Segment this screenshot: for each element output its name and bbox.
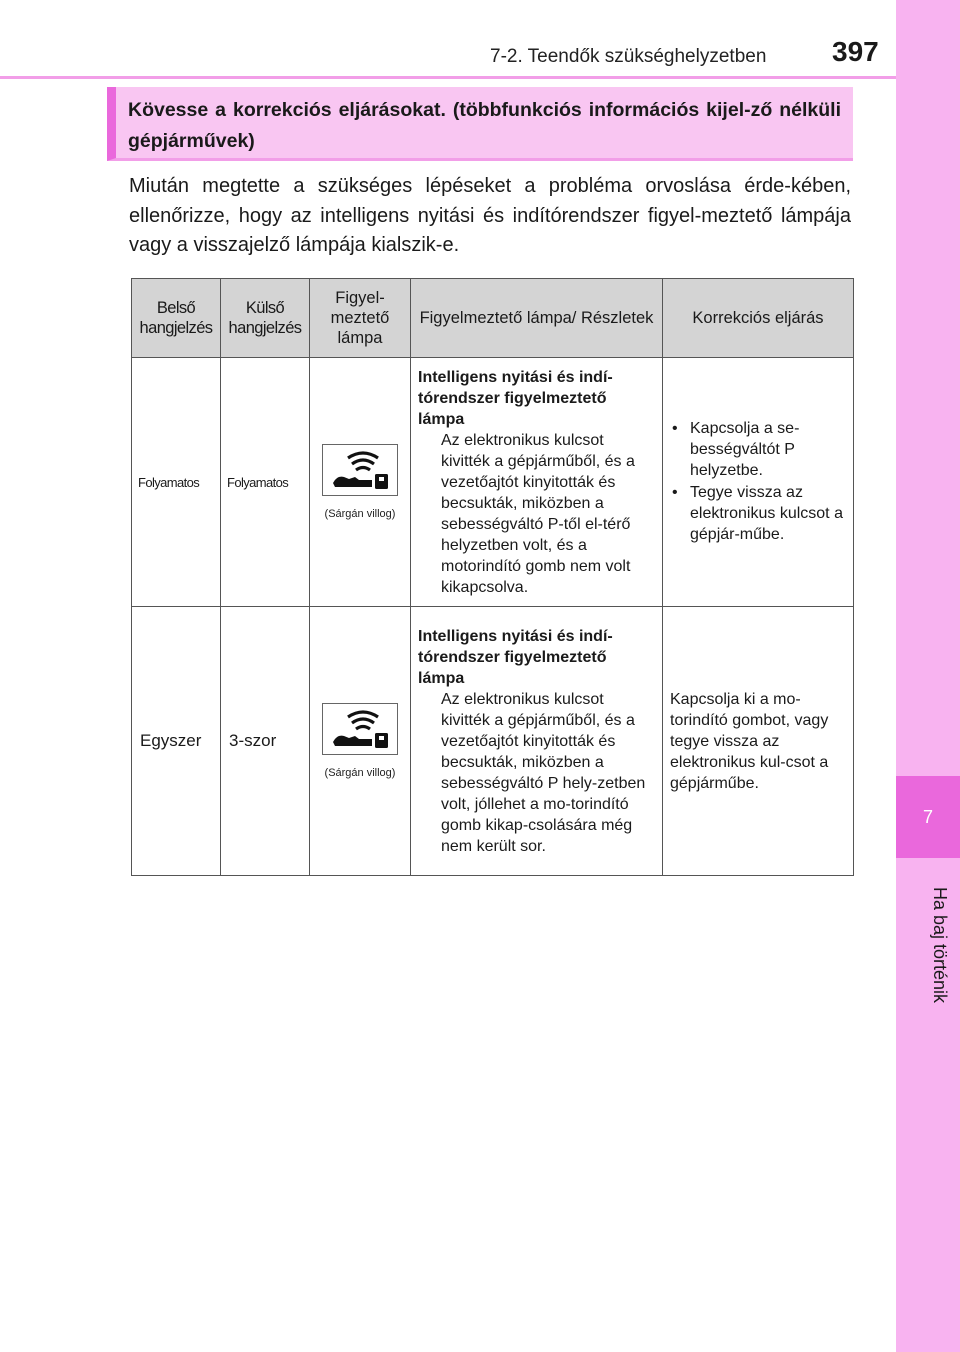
header-rule: [0, 76, 896, 79]
internal-buzzer-cell: Folyamatos: [132, 358, 221, 607]
procedure-heading: Kövesse a korrekciós eljárásokat. (többfunkciós információs kijel-ző nélküli gépjárművek): [107, 87, 853, 161]
procedure-cell: [663, 358, 854, 607]
lamp-caption: (Sárgán villog): [324, 508, 396, 520]
section-title: 7-2. Teendők szükséghelyzetben: [490, 46, 767, 67]
page-number: 397: [832, 36, 879, 67]
list-item: • Kapcsolja a se-bességváltót P helyzetbe.: [672, 420, 800, 479]
header-procedure: Korrekciós eljárás: [663, 279, 854, 358]
detail-title: Intelligens nyitási és indí-tórendszer figyelmeztető lámpa: [418, 627, 613, 687]
header-internal-buzzer: Belső hangjelzés: [132, 279, 221, 358]
table-header-row: [132, 279, 854, 358]
details-cell: [411, 358, 663, 607]
smart-key-warning-icon: [322, 703, 398, 755]
external-buzzer-cell: 3-szor: [221, 607, 310, 876]
header-warning-lamp: Figyel-meztető lámpa: [310, 279, 411, 358]
detail-title: Intelligens nyitási és indí-tórendszer figyelmeztető lámpa: [418, 368, 613, 428]
table-row: [132, 607, 854, 876]
warning-lamp-cell: [310, 358, 411, 607]
header-external-buzzer: Külső hangjelzés: [221, 279, 310, 358]
intro-paragraph: Miután megtette a szükséges lépéseket a probléma orvoslása érde-kében, ellenőrizze, hogy az intelligens nyitási és indítórendszer figyel-meztető lámpája vagy a visszajelző lámpája kialszik-e.: [129, 175, 851, 256]
detail-text: Az elektronikus kulcsot kivitték a gépjárműből, és a vezetőajtót kinyitották és becsukták, miközben a sebességváltó P-től el-térő helyzetben volt, és a motorindító gomb nem volt kikapcsolva.: [441, 431, 635, 596]
list-item: • Tegye vissza az elektronikus kulcsot a gépjár-műbe.: [672, 484, 843, 543]
chapter-number-tab[interactable]: 7: [896, 776, 960, 858]
smart-key-warning-icon: [322, 444, 398, 496]
lamp-caption: (Sárgán villog): [324, 767, 396, 779]
table-row: [132, 358, 854, 607]
chapter-label: Ha baj történik: [930, 886, 950, 1004]
internal-buzzer-cell: Egyszer: [132, 607, 221, 876]
procedure-cell: Kapcsolja ki a mo-torindító gombot, vagy tegye vissza az elektronikus kul-csot a gépjárműbe.: [663, 607, 854, 876]
side-tab: [896, 0, 960, 1352]
external-buzzer-cell: Folyamatos: [221, 358, 310, 607]
detail-text: Az elektronikus kulcsot kivitték a gépjárműből, és a vezetőajtót kinyitották és becsukták, miközben a sebességváltó P hely-zetben volt, jóllehet a mo-torindító gomb kikap-csolására még nem került sor.: [441, 690, 646, 855]
header-details: Figyelmeztető lámpa/ Részletek: [411, 279, 663, 358]
details-cell: [411, 607, 663, 876]
procedure-list: [670, 418, 847, 545]
warning-table: [131, 278, 854, 876]
warning-lamp-cell: [310, 607, 411, 876]
